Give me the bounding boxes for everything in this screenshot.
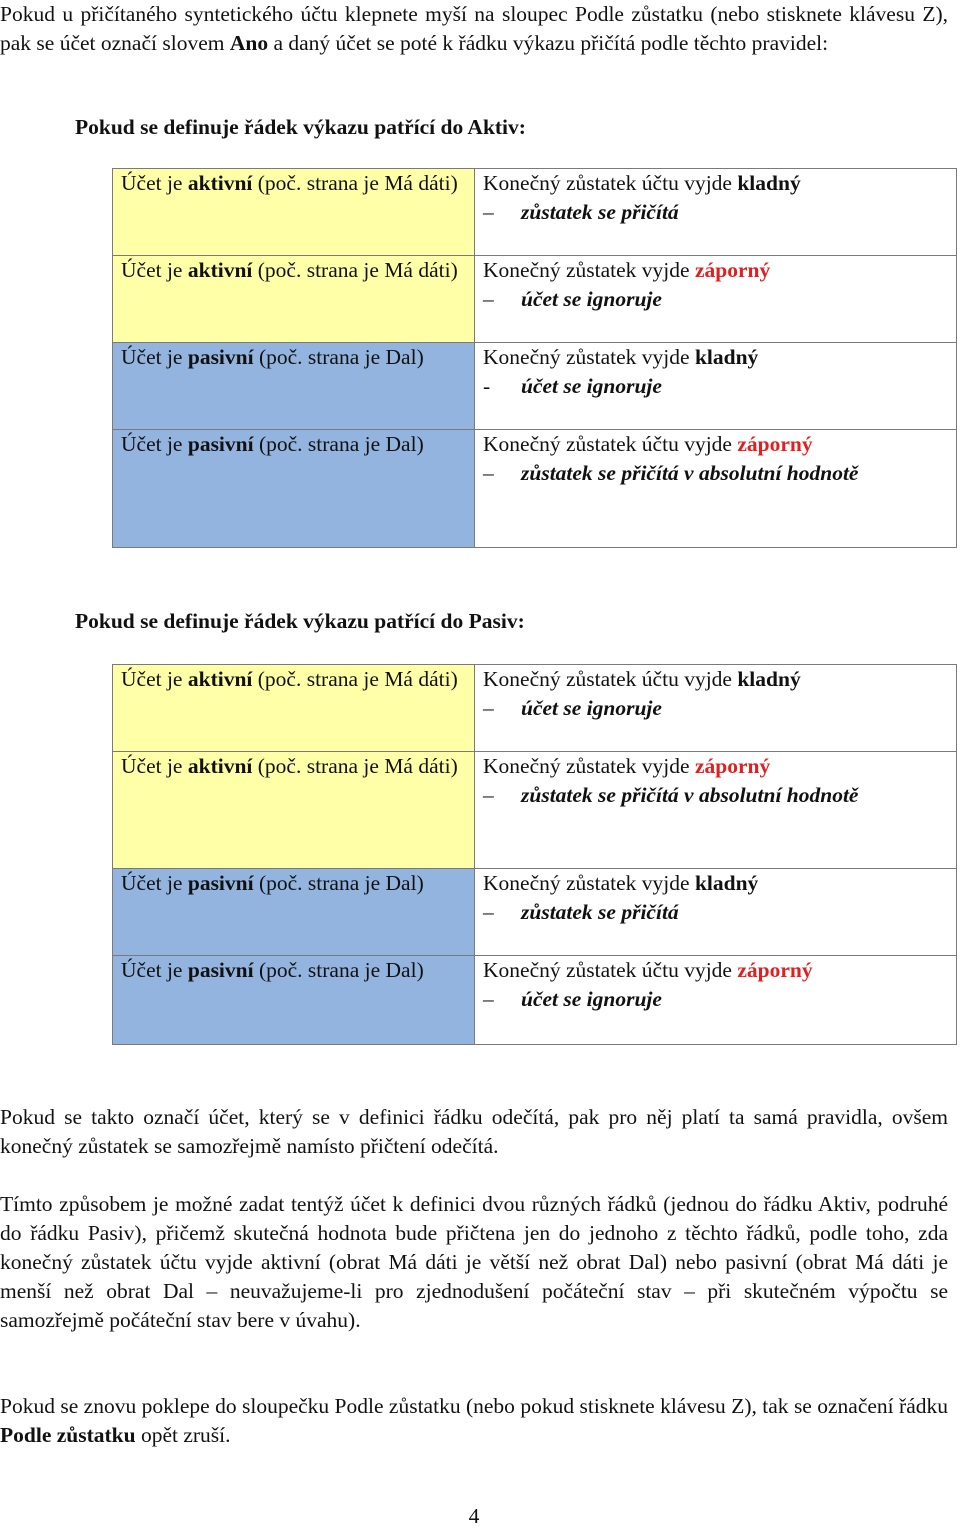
balance-sign: záporný [694, 258, 771, 282]
result-dash: – [483, 287, 494, 311]
result-text: zůstatek se přičítá [521, 900, 679, 924]
result-cell [475, 752, 957, 869]
result-dash: - [483, 374, 491, 398]
account-kind: aktivní [187, 667, 253, 691]
rule-row [113, 869, 957, 956]
account-type-prefix: Účet je [121, 754, 188, 778]
account-side: (poč. strana je Dal) [253, 871, 424, 895]
account-type-prefix: Účet je [121, 958, 188, 982]
result-dash: – [483, 461, 494, 485]
account-kind: aktivní [187, 171, 253, 195]
result-cell [475, 430, 957, 548]
result-text: účet se ignoruje [521, 987, 662, 1011]
result-line [483, 459, 948, 488]
result-dash: – [483, 783, 494, 807]
result-line [483, 985, 948, 1014]
account-kind: pasivní [187, 871, 254, 895]
account-type-cell [113, 956, 475, 1045]
balance-prefix: Konečný zůstatek vyjde [483, 871, 695, 895]
account-type-cell [113, 869, 475, 956]
account-side: (poč. strana je Má dáti) [252, 171, 458, 195]
result-cell [475, 256, 957, 343]
account-type-cell [113, 665, 475, 752]
result-line [483, 198, 948, 227]
intro-paragraph [0, 0, 948, 58]
balance-prefix: Konečný zůstatek účtu vyjde [483, 958, 738, 982]
balance-sign: kladný [694, 345, 759, 369]
result-dash: – [483, 200, 494, 224]
balance-sign: záporný [694, 754, 771, 778]
result-text: účet se ignoruje [521, 374, 662, 398]
balance-prefix: Konečný zůstatek vyjde [483, 754, 695, 778]
result-cell [475, 665, 957, 752]
result-line [483, 285, 948, 314]
rule-row [113, 430, 957, 548]
rule-row [113, 343, 957, 430]
page-number: 4 [468, 1504, 480, 1528]
rule-row [113, 665, 957, 752]
balance-sign: kladný [737, 171, 801, 195]
account-type-cell [113, 430, 475, 548]
aktiv-rules-table [112, 168, 957, 548]
result-line [483, 898, 948, 927]
balance-prefix: Konečný zůstatek účtu vyjde [483, 432, 738, 456]
account-type-cell [113, 752, 475, 869]
rule-row [113, 256, 957, 343]
result-line [483, 781, 948, 810]
balance-prefix: Konečný zůstatek vyjde [483, 345, 695, 369]
intro-text-1: Pokud u přičítaného syntetického účtu klepnete myší na sloupec Podle zůstatku (nebo stisknete klávesu Z), pak se účet označí slovem [0, 2, 948, 55]
account-type-prefix: Účet je [121, 345, 188, 369]
account-kind: pasivní [187, 345, 254, 369]
result-text: zůstatek se přičítá v absolutní hodnotě [521, 461, 859, 485]
account-type-cell [113, 343, 475, 430]
result-line [483, 694, 948, 723]
rule-row [113, 956, 957, 1045]
para4-text-2: opět zruší. [135, 1423, 231, 1447]
rule-row [113, 752, 957, 869]
intro-text-2: a daný účet se poté k řádku výkazu přičítá podle těchto pravidel: [268, 31, 829, 55]
account-kind: aktivní [187, 754, 253, 778]
para4-text-1: Pokud se znovu poklepe do sloupečku Podle zůstatku (nebo pokud stisknete klávesu Z), tak se označení řádku [0, 1394, 948, 1418]
para4-bold: Podle zůstatku [0, 1423, 136, 1447]
balance-line [483, 343, 948, 372]
result-text: zůstatek se přičítá v absolutní hodnotě [521, 783, 859, 807]
balance-prefix: Konečný zůstatek vyjde [483, 258, 695, 282]
account-side: (poč. strana je Dal) [253, 432, 424, 456]
rule-row [113, 169, 957, 256]
account-side: (poč. strana je Dal) [253, 958, 424, 982]
account-side: (poč. strana je Má dáti) [252, 258, 458, 282]
account-type-prefix: Účet je [121, 432, 188, 456]
balance-sign: kladný [737, 667, 801, 691]
account-side: (poč. strana je Má dáti) [252, 667, 458, 691]
balance-prefix: Konečný zůstatek účtu vyjde [483, 171, 738, 195]
result-line [483, 372, 948, 401]
paragraph-method-explanation: Tímto způsobem je možné zadat tentýž účet k definici dvou různých řádků (jednou do řádku Aktiv, podruhé do řádku Pasiv), přičemž skutečná hodnota bude přičtena jen do jednoho z těchto řádků, podle toho, zda konečný zůstatek účtu vyjde aktivní (obrat Má dáti je větší než obrat Dal) nebo pasivní (obrat Má dáti je menší než obrat Dal – neuvažujeme-li pro zjednodušení počáteční stav – při skutečném výpočtu se samozřejmě počáteční stav bere v úvahu). [0, 1192, 948, 1332]
account-type-prefix: Účet je [121, 667, 188, 691]
account-type-prefix: Účet je [121, 258, 188, 282]
account-type-prefix: Účet je [121, 171, 188, 195]
result-cell [475, 869, 957, 956]
account-type-prefix: Účet je [121, 871, 188, 895]
balance-line [483, 256, 948, 285]
result-dash: – [483, 900, 494, 924]
balance-sign: kladný [694, 871, 759, 895]
result-cell [475, 169, 957, 256]
balance-line [483, 665, 948, 694]
account-side: (poč. strana je Má dáti) [252, 754, 458, 778]
paragraph-subtraction-note: Pokud se takto označí účet, který se v definici řádku odečítá, pak pro něj platí ta samá pravidla, ovšem konečný zůstatek se samozřejmě namísto přičtení odečítá. [0, 1105, 948, 1158]
pasiv-rules-table [112, 664, 957, 1045]
result-text: zůstatek se přičítá [521, 200, 679, 224]
account-type-cell [113, 256, 475, 343]
result-dash: – [483, 696, 494, 720]
account-kind: pasivní [187, 432, 254, 456]
balance-sign: záporný [737, 958, 813, 982]
aktiv-heading: Pokud se definuje řádek výkazu patřící do Aktiv: [75, 115, 526, 139]
balance-line [483, 869, 948, 898]
result-text: účet se ignoruje [521, 696, 662, 720]
result-cell [475, 956, 957, 1045]
intro-bold-ano: Ano [229, 31, 269, 55]
account-type-cell [113, 169, 475, 256]
balance-line [483, 430, 948, 459]
balance-line [483, 752, 948, 781]
account-kind: aktivní [187, 258, 253, 282]
balance-line [483, 956, 948, 985]
account-kind: pasivní [187, 958, 254, 982]
balance-line [483, 169, 948, 198]
result-cell [475, 343, 957, 430]
balance-prefix: Konečný zůstatek účtu vyjde [483, 667, 738, 691]
balance-sign: záporný [737, 432, 813, 456]
paragraph-toggle-off [0, 1392, 948, 1450]
pasiv-heading: Pokud se definuje řádek výkazu patřící do Pasiv: [75, 609, 525, 633]
account-side: (poč. strana je Dal) [253, 345, 424, 369]
result-text: účet se ignoruje [521, 287, 662, 311]
result-dash: – [483, 987, 494, 1011]
